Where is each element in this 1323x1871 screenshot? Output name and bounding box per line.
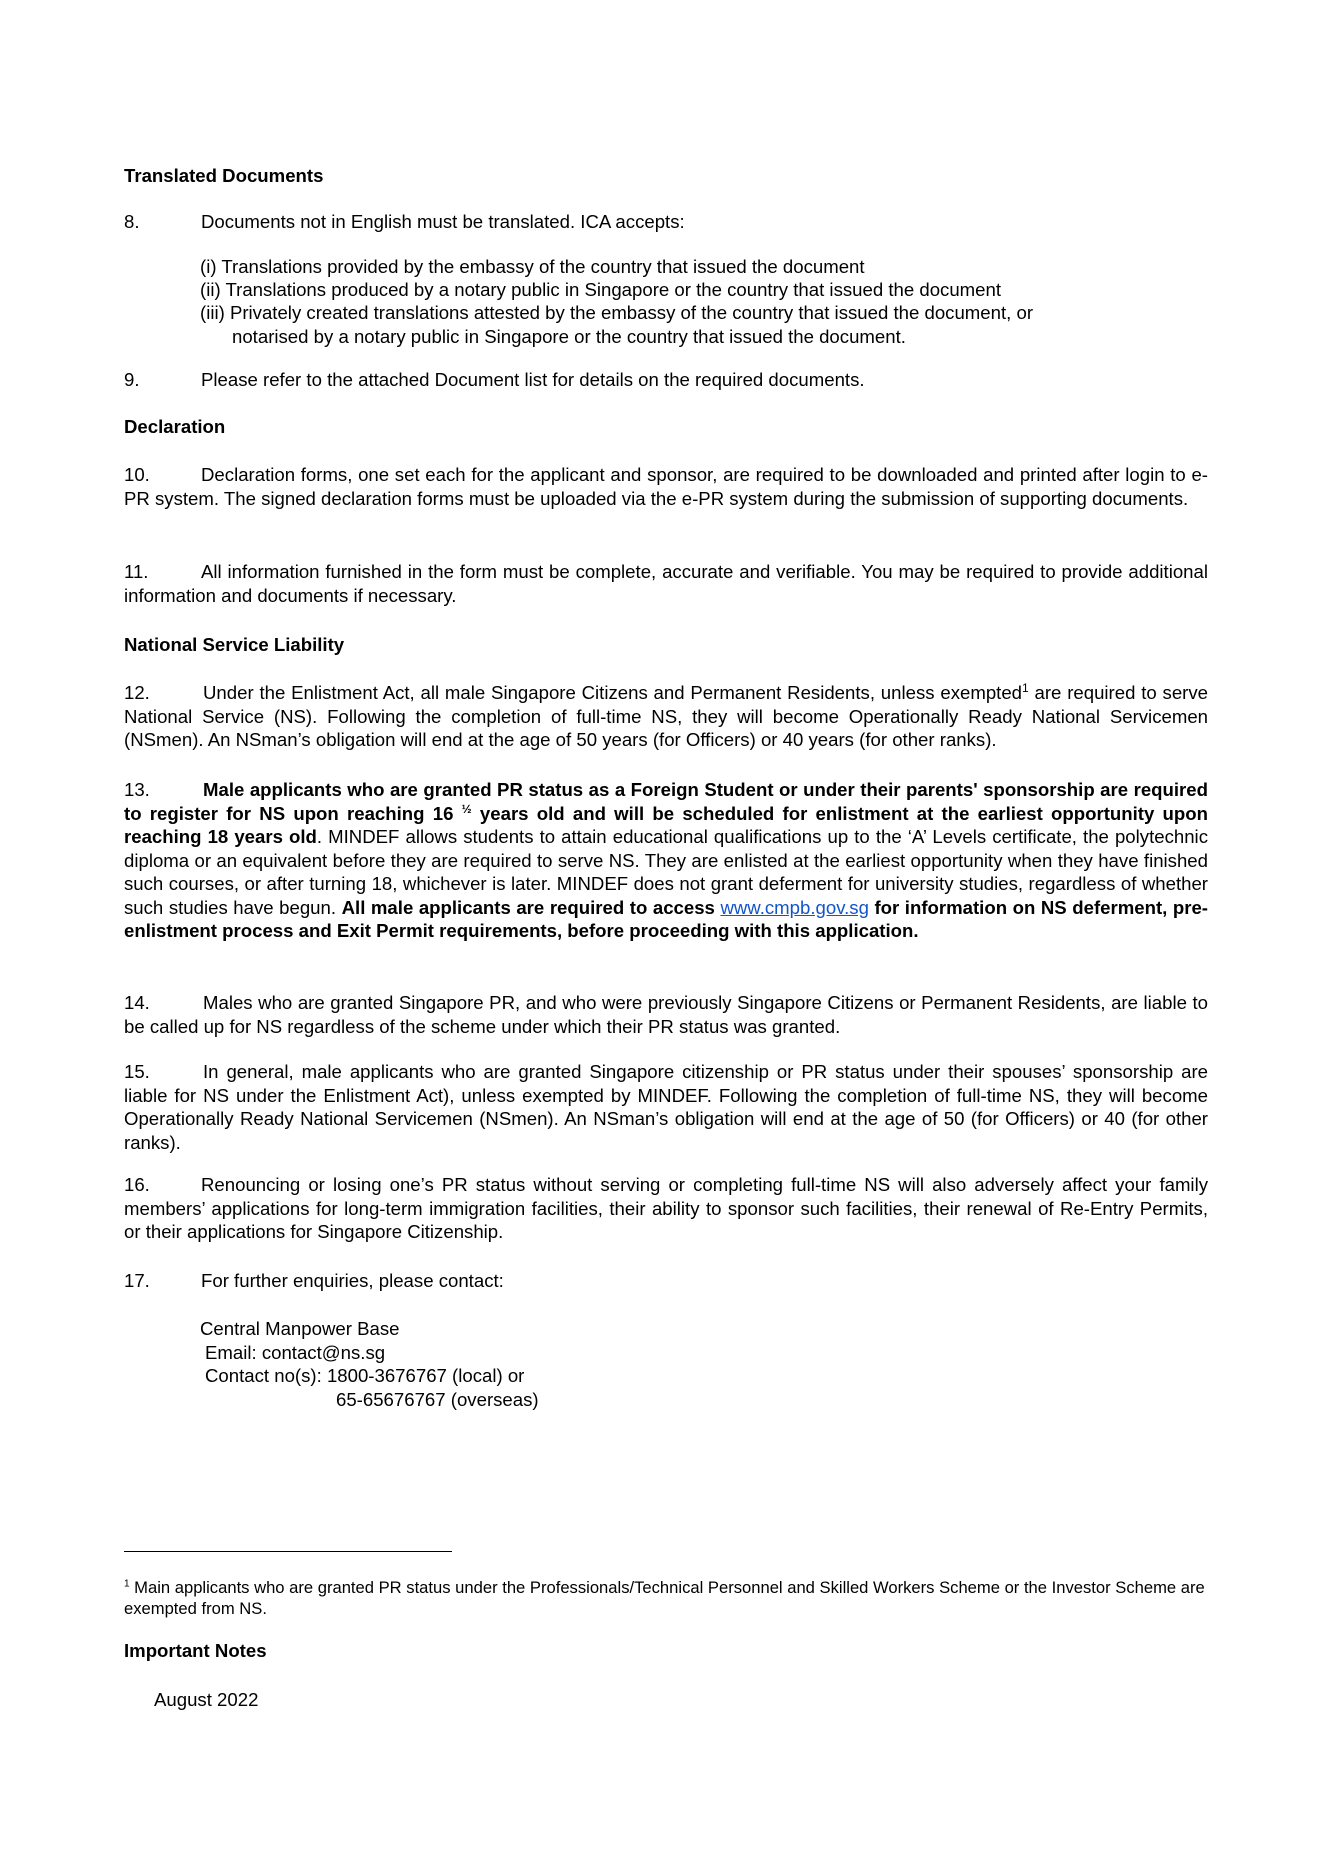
paragraph-text: Declaration forms, one set each for the applicant and sponsor, are required to be downloaded and printed after login to e-PR system. The signed declaration forms must be uploaded via the e-PR system during the submission of supporting documents. [124, 464, 1208, 509]
list-item: (i) Translations provided by the embassy of the country that issued the document [200, 256, 865, 277]
paragraph-number: 14. [124, 992, 150, 1013]
paragraph-12: 12. Under the Enlistment Act, all male Singapore Citizens and Permanent Residents, unless exempted$^1$ are required to serve National Service (NS). Following the completion of full-time NS, they will become Operationally Ready National Servicemen (NSmen). An NSman’s obligation will end at the age of 50 years (for Officers) or 40 years (for other ranks). [124, 680, 1208, 750]
contact-phone-overseas: 65-65676767 (overseas) [336, 1388, 539, 1410]
paragraph-text: Documents not in English must be translated. ICA accepts: [201, 211, 685, 232]
paragraph-text: All information furnished in the form must be complete, accurate and verifiable. You may be required to provide additional information and documents if necessary. [124, 561, 1208, 606]
footnote-reference[interactable]: 1 [1022, 680, 1029, 695]
contact-email: Email: contact@ns.sg [205, 1341, 386, 1363]
document-date: August 2022 [154, 1689, 259, 1710]
footnote [124, 1577, 1208, 1619]
footnote-text: Main applicants who are granted PR status under the Professionals/Technical Personnel and Skilled Workers Scheme or the Investor Scheme are exempted from NS. [124, 1578, 1205, 1618]
paragraph-number: 15. [124, 1061, 150, 1082]
paragraph-number: 13. [124, 779, 150, 800]
paragraph-number: 10. [124, 464, 150, 485]
list-item: (iii) Privately created translations attested by the embassy of the country that issued the document, or notarised by a notary public in Singapore or the country that issued the document. [200, 302, 1034, 347]
list-item: (ii) Translations produced by a notary public in Singapore or the country that issued the document [200, 279, 1002, 300]
important-notes-heading: Important Notes [124, 1640, 267, 1661]
contact-phone-local: Contact no(s): 1800-3676767 (local) or [205, 1365, 525, 1386]
paragraph-number: 12. [124, 682, 150, 703]
paragraph-number: 9. [124, 369, 140, 390]
paragraph-10 [124, 463, 1208, 510]
paragraph-17 [124, 1269, 1208, 1293]
paragraph-number: 8. [124, 211, 140, 232]
section-heading-national-service: National Service Liability [124, 634, 345, 655]
paragraph-text: Males who are granted Singapore PR, and who were previously Singapore Citizens or Permanent Residents, are liable to be called up for NS regardless of the scheme under which their PR status was granted. [124, 992, 1208, 1037]
footnote-mark: 1 [124, 1578, 130, 1590]
contact-org: Central Manpower Base [200, 1318, 400, 1339]
paragraph-number: 11. [124, 561, 149, 582]
paragraph-16 [124, 1173, 1208, 1244]
paragraph-text: In general, male applicants who are granted Singapore citizenship or PR status under their spouses’ sponsorship are liable for NS under the Enlistment Act), unless exempted by MINDEF. Following the completion of full-time NS, they will become Operationally Ready National Servicemen (NSmen). An NSman’s obligation will end at the age of 50 (for Officers) or 40 (for other ranks). [124, 1061, 1208, 1153]
contact-block [200, 1317, 900, 1411]
paragraph-8 [124, 210, 1208, 234]
paragraph-text: Renouncing or losing one’s PR status without serving or completing full-time NS will also adversely affect your family members’ applications for long-term immigration facilities, their ability to sponsor such facilities, their renewal of Re-Entry Permits, or their applications for Singapore Citizenship. [124, 1174, 1208, 1242]
footnote-divider [124, 1551, 452, 1552]
paragraph-number: 17. [124, 1270, 150, 1291]
paragraph-15 [124, 1060, 1208, 1154]
section-heading-translated-documents: Translated Documents [124, 165, 324, 186]
paragraph-number: 16. [124, 1174, 150, 1195]
paragraph-13: 13. Male applicants who are granted PR status as a Foreign Student or under their parents' sponsorship are required to register for NS upon reaching 16 $^{\frac{1}{2}}$ years old and will be scheduled for enlistment at the earliest opportunity upon reaching 18 years old. MINDEF allows students to attain educational qualifications up to the ‘A’ Levels certificate, the polytechnic diploma or an equivalent before they are required to serve NS. They are enlisted at the earliest opportunity when they have finished such courses, or after turning 18, whichever is later. MINDEF does not grant deferment for university studies, regardless of whether such studies have begun. All male applicants are required to access www.cmpb.gov.sg for information on NS deferment, pre-enlistment process and Exit Permit requirements, before proceeding with this application. [124, 779, 1208, 941]
paragraph-11 [124, 560, 1208, 607]
cmpb-website-link[interactable]: www.cmpb.gov.sg [720, 896, 869, 918]
paragraph-text: For further enquiries, please contact: [201, 1270, 504, 1291]
paragraph-14 [124, 991, 1208, 1038]
section-heading-declaration: Declaration [124, 416, 226, 437]
paragraph-9 [124, 368, 1208, 392]
paragraph-text: Please refer to the attached Document list for details on the required documents. [201, 369, 865, 390]
